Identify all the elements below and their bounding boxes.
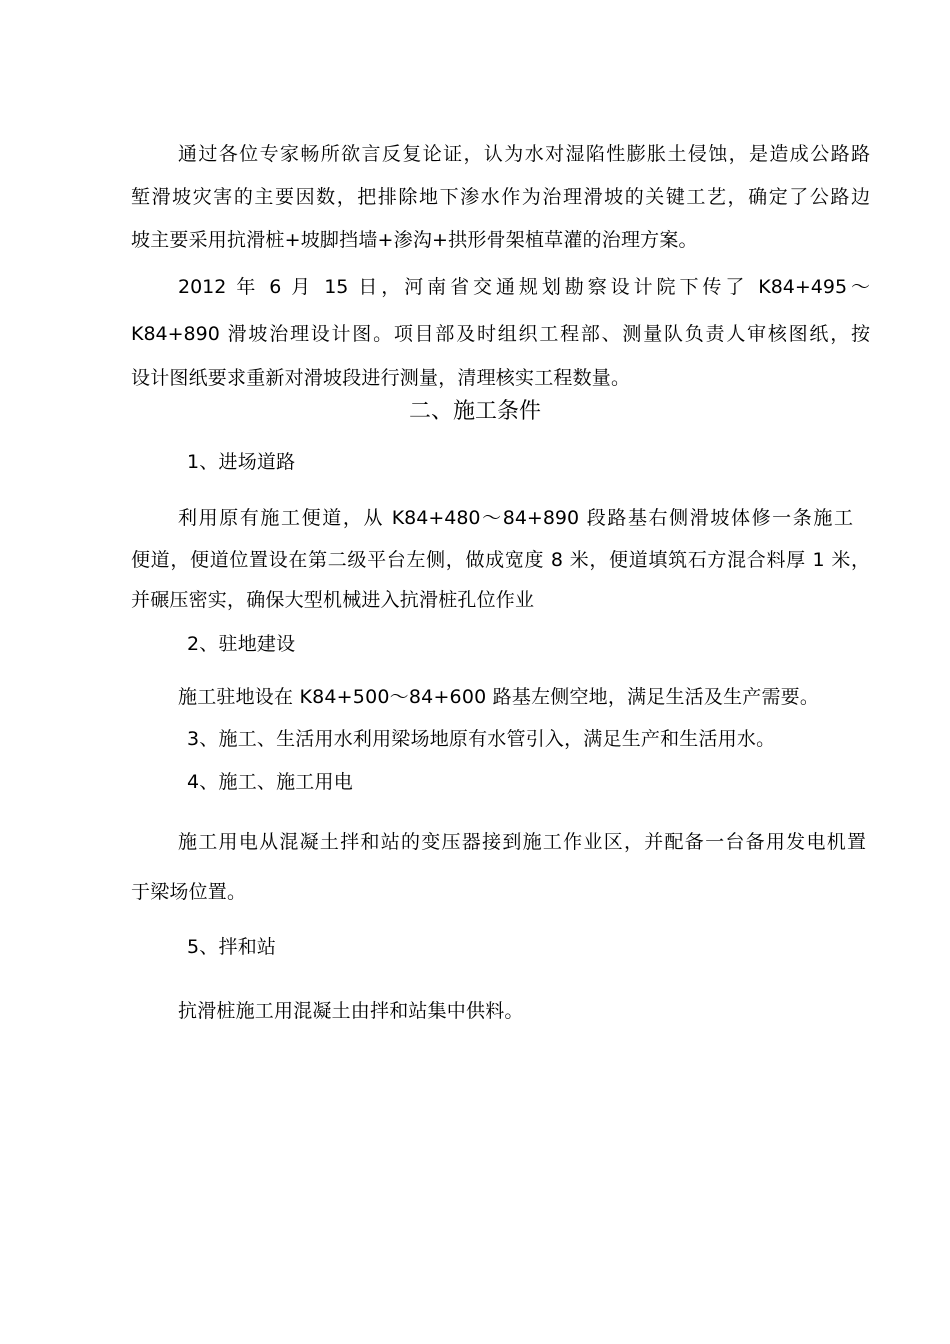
paragraph-line: K84+890 滑坡治理设计图。项目部及时组织工程部、测量队负责人审核图纸，按 <box>131 323 870 345</box>
paragraph-line: 便道，便道位置设在第二级平台左侧，做成宽度 8 米，便道填筑石方混合料厚 1 米， <box>131 549 870 571</box>
paragraph-line: 施工驻地设在 K84+500～84+600 路基左侧空地，满足生活及生产需要。 <box>178 686 820 708</box>
paragraph-line: 于梁场位置。 <box>131 881 247 903</box>
section-title: 二、施工条件 <box>408 399 541 424</box>
paragraph-line: 坡主要采用抗滑桩+坡脚挡墙+渗沟+拱形骨架植草灌的治理方案。 <box>131 229 698 251</box>
paragraph-line: 施工用电从混凝土拌和站的变压器接到施工作业区，并配备一台备用发电机置 <box>178 831 866 853</box>
paragraph-line: 设计图纸要求重新对滑坡段进行测量，清理核实工程数量。 <box>131 367 631 389</box>
item-title: 3、施工、生活用水利用梁场地原有水管引入，满足生产和生活用水。 <box>187 728 776 750</box>
paragraph-line: 抗滑桩施工用混凝土由拌和站集中供料。 <box>178 1000 524 1022</box>
paragraph-line: 堑滑坡灾害的主要因数，把排除地下渗水作为治理滑坡的关键工艺，确定了公路边 <box>131 186 870 208</box>
item-title: 5、拌和站 <box>187 936 277 958</box>
item-title: 1、进场道路 <box>187 451 296 473</box>
paragraph-line: 通过各位专家畅所欲言反复论证，认为水对湿陷性膨胀土侵蚀，是造成公路路 <box>178 143 870 165</box>
paragraph-line: 并碾压密实，确保大型机械进入抗滑桩孔位作业 <box>131 589 535 611</box>
item-title: 2、驻地建设 <box>187 633 296 655</box>
paragraph-line: 2012 年 6 月 15 日，河南省交通规划勘察设计院下传了 K84+495～ <box>178 276 870 298</box>
item-title: 4、施工、施工用电 <box>187 771 353 793</box>
paragraph-line: 利用原有施工便道，从 K84+480～84+890 段路基右侧滑坡体修一条施工 <box>178 507 853 529</box>
